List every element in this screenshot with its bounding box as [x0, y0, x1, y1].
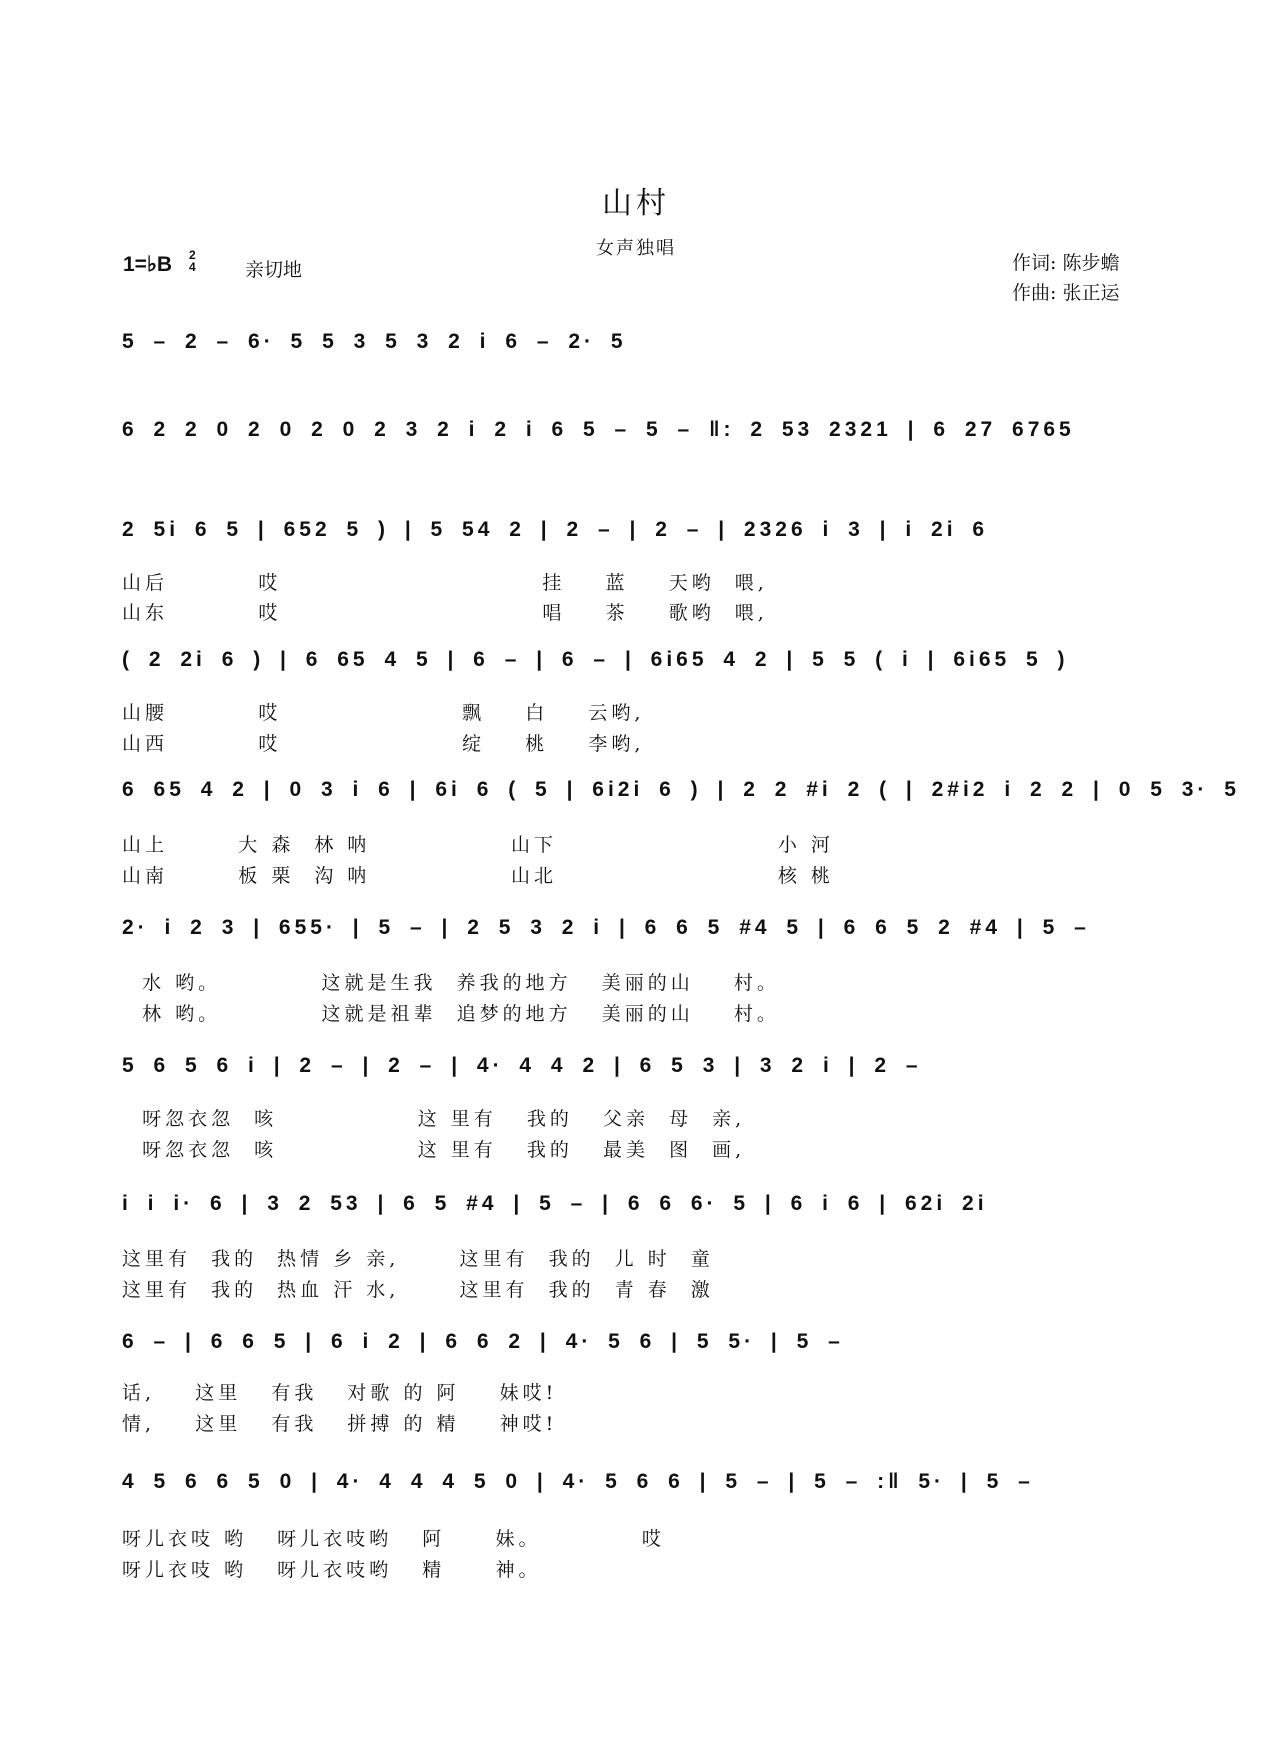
- lyric-row-3-verse-1: 山后 哎 挂 蓝 天哟 喂,: [122, 572, 768, 594]
- notation-line-2: 6 2 2 0 2 0 2 0 2 3 2 i 2 i 6 5 – 5 – ‖: 2 53 2321 | 6 27 6765: [122, 418, 1075, 441]
- lyric-row-4-verse-2: 山西 哎 绽 桃 李哟,: [122, 733, 645, 755]
- notation-line-4: ( 2 2i 6 ) | 6 65 4 5 | 6 – | 6 – | 6i65 4 2 | 5 5 ( i | 6i65 5 ): [122, 648, 1069, 671]
- notation-line-3: 2 5i 6 5 | 652 5 ) | 5 54 2 | 2 – | 2 – | 2326 i 3 | i 2i 6: [122, 518, 989, 541]
- lyric-row-10-verse-1: 呀儿衣吱 哟 呀儿衣吱哟 阿 妹。 哎: [122, 1528, 665, 1550]
- score-row-2: [122, 418, 1152, 478]
- composer: 作曲: 张正运: [1012, 282, 1120, 304]
- lyric-row-5-verse-1: 山上 大 森 林 呐 山下 小 河: [122, 834, 834, 856]
- lyric-row-9-verse-1: 话, 这里 有我 对歌 的 阿 妹哎!: [122, 1382, 558, 1404]
- notation-line-6: 2· i 2 3 | 655· | 5 – | 2 5 3 2 i | 6 6 5 #4 5 | 6 6 5 2 #4 | 5 –: [122, 916, 1090, 939]
- key-signature: 1=♭B: [123, 253, 173, 276]
- score-row-8: [122, 1192, 1152, 1252]
- lyric-row-8-verse-2: 这里有 我的 热血 汗 水, 这里有 我的 青 春 激: [122, 1279, 714, 1301]
- lyric-row-3-verse-2: 山东 哎 唱 茶 歌哟 喂,: [122, 602, 768, 624]
- score-row-6: [122, 916, 1152, 976]
- time-signature: [189, 249, 196, 273]
- lyric-row-7-verse-1: 呀忽衣忽 咳 这 里有 我的 父亲 母 亲,: [122, 1108, 746, 1130]
- lyric-row-7-verse-2: 呀忽衣忽 咳 这 里有 我的 最美 图 画,: [122, 1139, 746, 1161]
- lyric-row-9-verse-2: 情, 这里 有我 拼搏 的 精 神哎!: [122, 1413, 558, 1435]
- lyricist: 作词: 陈步蟾: [1012, 252, 1120, 274]
- score-row-1: [122, 330, 1152, 390]
- score-row-10: [122, 1470, 1152, 1530]
- notation-line-8: i i i· 6 | 3 2 53 | 6 5 #4 | 5 – | 6 6 6· 5 | 6 i 6 | 62i 2i: [122, 1192, 988, 1215]
- lyric-row-8-verse-1: 这里有 我的 热情 乡 亲, 这里有 我的 儿 时 童: [122, 1248, 714, 1270]
- lyric-row-10-verse-2: 呀儿衣吱 哟 呀儿衣吱哟 精 神。: [122, 1559, 542, 1581]
- notation-line-1: 5 – 2 – 6· 5 5 3 5 3 2 i 6 – 2· 5: [122, 330, 627, 353]
- notation-line-10: 4 5 6 6 5 0 | 4· 4 4 4 5 0 | 4· 5 6 6 | 5 – | 5 – :‖ 5· | 5 –: [122, 1470, 1034, 1493]
- lyric-row-5-verse-2: 山南 板 栗 沟 呐 山北 核 桃: [122, 865, 834, 887]
- score-subtitle: 女声独唱: [596, 238, 676, 259]
- score-title: 山村: [602, 186, 670, 221]
- notation-line-9: 6 – | 6 6 5 | 6 i 2 | 6 6 2 | 4· 5 6 | 5 5· | 5 –: [122, 1330, 844, 1353]
- notation-line-5: 6 65 4 2 | 0 3 i 6 | 6i 6 ( 5 | 6i2i 6 ) | 2 2 #i 2 ( | 2#i2 i 2 2 | 0 5 3· 5: [122, 778, 1240, 801]
- tempo-marking: 亲切地: [245, 259, 303, 281]
- meter-bottom: 4: [189, 260, 196, 274]
- notation-line-7: 5 6 5 6 i | 2 – | 2 – | 4· 4 4 2 | 6 5 3 | 3 2 i | 2 –: [122, 1054, 922, 1077]
- lyric-row-6-verse-2: 林 哟。 这就是祖辈 追梦的地方 美丽的山 村。: [122, 1003, 780, 1025]
- lyric-row-4-verse-1: 山腰 哎 飘 白 云哟,: [122, 702, 645, 724]
- lyric-row-6-verse-1: 水 哟。 这就是生我 养我的地方 美丽的山 村。: [122, 972, 780, 994]
- meter-top: 2: [189, 248, 196, 262]
- score-row-5: [122, 778, 1240, 838]
- credits: [1012, 248, 1119, 308]
